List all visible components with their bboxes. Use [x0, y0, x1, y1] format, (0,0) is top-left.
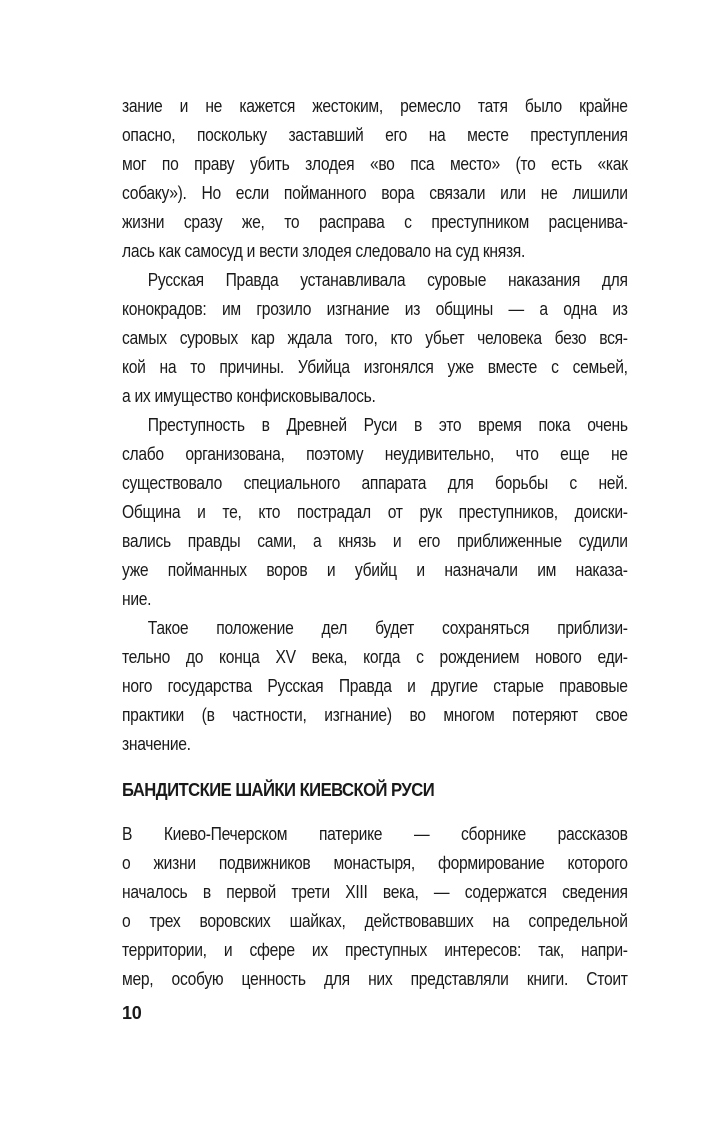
text-line: а их имущество конфисковывалось. — [122, 386, 376, 406]
text-line: вались правды сами, а князь и его приближенные судили — [122, 531, 628, 551]
text-line: началось в первой трети XIII века, — содержатся сведения — [122, 882, 628, 902]
page-number: 10 — [122, 1003, 142, 1023]
text-line: мер, особую ценность для них представляли книги. Стоит — [122, 969, 628, 989]
paragraph-2 — [122, 266, 628, 411]
text-line: о жизни подвижников монастыря, формирование которого — [122, 853, 628, 873]
text-line: собаку»). Но если пойманного вора связали или не лишили — [122, 183, 628, 203]
text-line: кой на то причины. Убийца изгонялся уже вместе с семьей, — [122, 357, 628, 377]
text-line: существовало специального аппарата для борьбы с ней. — [122, 473, 628, 493]
text-line: мог по праву убить злодея «во пса место» (то есть «как — [122, 154, 628, 174]
text-line: лась как самосуд и вести злодея следовало на суд князя. — [122, 241, 526, 261]
text-line: Русская Правда устанавливала суровые наказания для — [147, 270, 628, 290]
text-line: самых суровых кар ждала того, кто убьет человека безо вся- — [122, 328, 628, 348]
text-line: В Киево-Печерском патерике — сборнике рассказов — [122, 824, 628, 844]
text-line: Такое положение дел будет сохраняться приблизи- — [147, 618, 628, 638]
text-line: значение. — [122, 734, 191, 754]
text-line: опасно, поскольку заставший его на месте преступления — [122, 125, 628, 145]
text-line: слабо организована, поэтому неудивительно, что еще не — [122, 444, 628, 464]
text-line: конокрадов: им грозило изгнание из общины — а одна из — [122, 299, 628, 319]
text-line: тельно до конца XV века, когда с рождением нового еди- — [122, 647, 628, 667]
text-line: о трех воровских шайках, действовавших на сопредельной — [122, 911, 628, 931]
text-line: практики (в частности, изгнание) во многом потеряют свое — [122, 705, 628, 725]
text-line: территории, и сфере их преступных интересов: так, напри- — [122, 940, 628, 960]
text-line: ние. — [122, 589, 152, 609]
text-line: уже пойманных воров и убийц и назначали им наказа- — [122, 560, 628, 580]
text-line: зание и не кажется жестоким, ремесло татя было крайне — [122, 96, 628, 116]
text-line: ного государства Русская Правда и другие старые правовые — [122, 676, 628, 696]
paragraph-4 — [122, 614, 628, 759]
text-line: жизни сразу же, то расправа с преступником расценива- — [122, 212, 628, 232]
section-body — [122, 820, 628, 994]
body-text — [122, 92, 628, 759]
paragraph-1 — [122, 92, 628, 266]
text-line: Преступность в Древней Руси в это время пока очень — [147, 415, 628, 435]
section-heading: БАНДИТСКИЕ ШАЙКИ КИЕВСКОЙ РУСИ — [122, 779, 435, 800]
text-line: Община и те, кто пострадал от рук преступников, доиски- — [122, 502, 628, 522]
paragraph-3 — [122, 411, 628, 614]
